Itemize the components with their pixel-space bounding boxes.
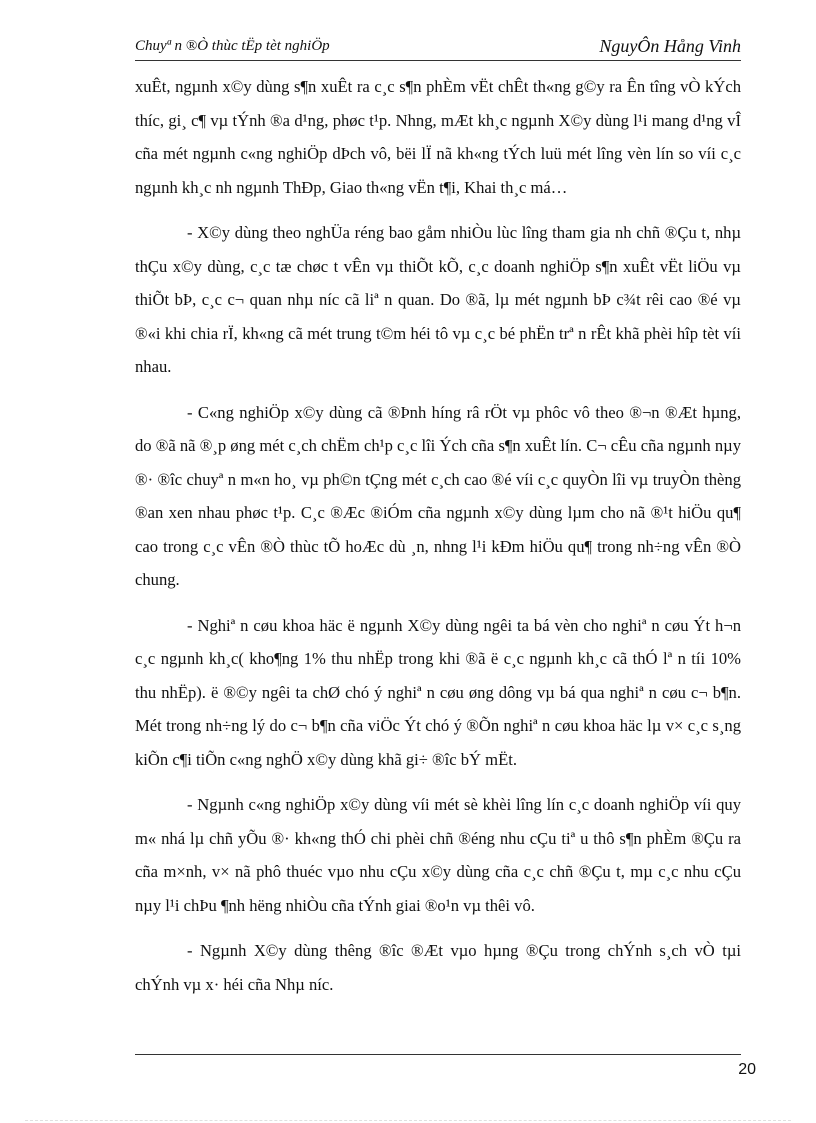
paragraph: - C«ng nghiÖp x©y dùng cã ®Þnh híng râ rÖt vµ phôc vô theo ®¬n ®Æt hµng, do ®ã nã ®¸p øng mét c¸ch chËm ch¹p c¸c lîi Ých cña s¶n xuÊt lín. C¬ cÊu cña ngµnh nµy ®· ®îc chuyª n m«n ho¸ vµ ph©n tÇng mét c¸ch cao ®é víi c¸c quyÒn lîi vµ truyÒn thèng ®an xen nhau phøc t¹p. C¸c ®Æc ®iÓm cña ngµnh x©y dùng lµm cho nã ®¹t hiÖu qu¶ cao trong c¸c vÊn ®Ò thùc tÕ hoÆc dù ¸n, nhng l¹i kÐm hiÖu qu¶ trong nh÷ng vÊn ®Ò chung. — [135, 402, 741, 589]
page-number: 20 — [738, 1061, 756, 1078]
body-text — [135, 70, 741, 1013]
paragraph-continuation: xuÊt, ngµnh x©y dùng s¶n xuÊt ra c¸c s¶n phÈm vËt chÊt th«ng g©y ra Ên tîng vÒ kÝch thíc, gi¸ c¶ vµ tÝnh ®a d¹ng, phøc t¹p. Nhng, mÆt kh¸c ngµnh X©y dùng l¹i mang d¹ng vÎ cña mét ngµnh c«ng nghiÖp dÞch vô, bëi lÏ nã kh«ng tÝch luü mét lîng vèn lín so víi c¸c ngµnh kh¸c nh ngµnh ThÐp, Giao th«ng vËn t¶i, Khai th¸c má… — [135, 77, 741, 197]
paragraph: - X©y dùng theo nghÜa réng bao gåm nhiÒu lùc lîng tham gia nh chñ ®Çu t, nhµ thÇu x©y dùng, c¸c tæ chøc t vÊn vµ thiÕt kÕ, c¸c doanh nghiÖp s¶n xuÊt vËt liÖu vµ thiÕt bÞ, c¸c c¬ quan nhµ níc cã liª n quan. Do ®ã, lµ mét ngµnh bÞ c¾t rêi cao ®é vµ ®«i khi chia rÏ, kh«ng cã mét trung t©m héi tô vµ c¸c bé phËn trª n rÊt khã phèi hîp tèt víi nhau. — [135, 223, 741, 376]
paragraph: - Nghiª n cøu khoa häc ë ngµnh X©y dùng ngêi ta bá vèn cho nghiª n cøu Ýt h¬n c¸c ngµnh kh¸c( kho¶ng 1% thu nhËp trong khi ®ã ë c¸c ngµnh kh¸c cã thÓ lª n tíi 10% thu nhËp). ë ®©y ngêi ta chØ chó ý nghiª n cøu øng dông vµ bá qua nghiª n cøu c¬ b¶n. Mét trong nh÷ng lý do c¬ b¶n cña viÖc Ýt chó ý ®Õn nghiª n cøu khoa häc lµ v× c¸c s¸ng kiÕn c¶i tiÕn c«ng nghÖ x©y dùng khã gi÷ ®îc bÝ mËt. — [135, 615, 741, 769]
header-author-name: NguyÔn Hång Vinh — [599, 36, 741, 56]
paragraph: - Ngµnh c«ng nghiÖp x©y dùng víi mét sè khèi lîng lín c¸c doanh nghiÖp víi quy m« nhá lµ chñ yÕu ®· kh«ng thÓ chi phèi chñ ®éng nhu cÇu tiª u thô s¶n phÈm ®Çu ra cña m×nh, v× nã phô thuéc vµo nhu cÇu x©y dùng cña c¸c chñ ®Çu t, mµ c¸c nhu cÇu nµy l¹i chÞu ¶nh hëng nhiÒu cña tÝnh giai ®o¹n vµ thêi vô. — [135, 795, 741, 915]
footer-divider — [135, 1054, 741, 1055]
page-bottom-edge — [25, 1120, 791, 1121]
paragraph: - Ngµnh X©y dùng thêng ®îc ®Æt vµo hµng ®Çu trong chÝnh s¸ch vÒ tµi chÝnh vµ x· héi cña Nhµ níc. — [135, 941, 741, 994]
running-header — [135, 38, 741, 61]
header-document-title: Chuyª n ®Ò thùc tËp tèt nghiÖp — [135, 38, 330, 54]
